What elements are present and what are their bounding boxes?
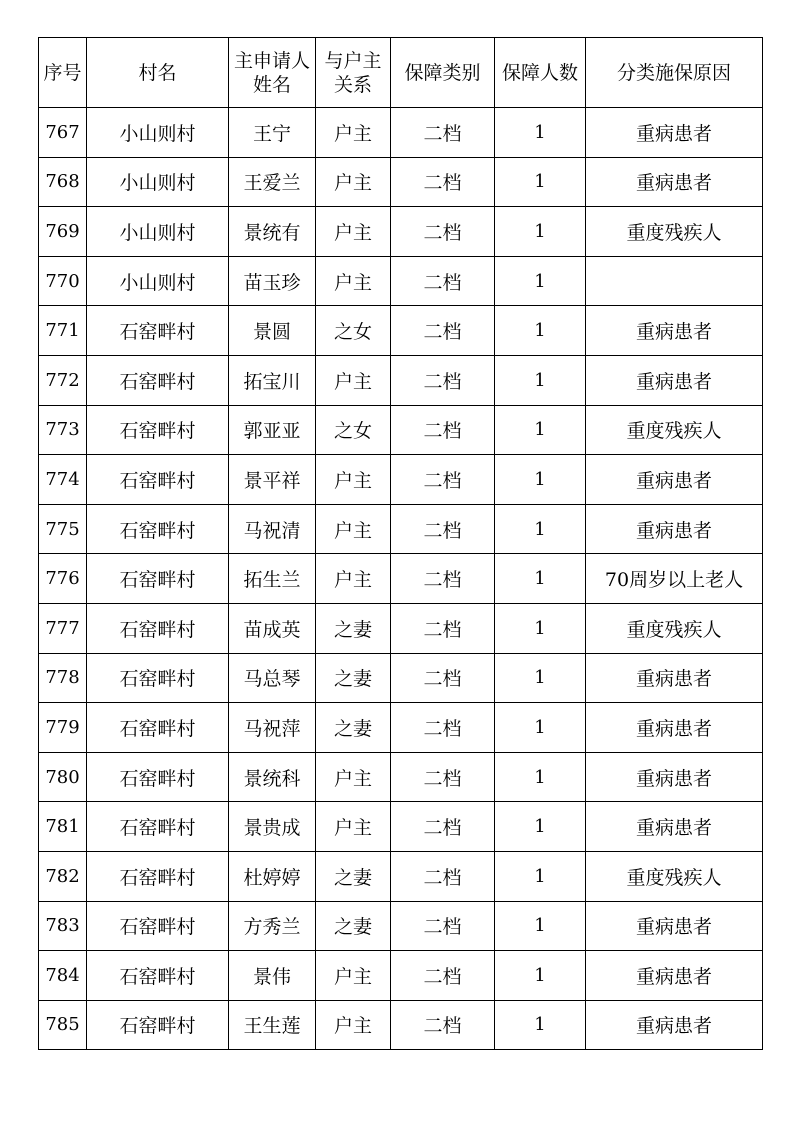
assistance-reason-cell: 重病患者 xyxy=(586,455,763,505)
assistance-count-cell: 1 xyxy=(495,802,586,852)
relation-cell: 之妻 xyxy=(316,653,391,703)
relation-cell: 户主 xyxy=(316,108,391,158)
category-cell: 二档 xyxy=(391,653,495,703)
category-cell: 二档 xyxy=(391,455,495,505)
serial-number-cell: 785 xyxy=(39,1000,87,1050)
assistance-count-cell: 1 xyxy=(495,901,586,951)
table-row xyxy=(39,951,763,1001)
village-name-cell: 小山则村 xyxy=(87,157,229,207)
relation-cell: 户主 xyxy=(316,207,391,257)
table-row xyxy=(39,157,763,207)
assistance-reason-cell: 重病患者 xyxy=(586,355,763,405)
table-row xyxy=(39,108,763,158)
serial-number-cell: 767 xyxy=(39,108,87,158)
assistance-reason-cell: 重病患者 xyxy=(586,504,763,554)
applicant-name-cell: 马祝萍 xyxy=(229,703,316,753)
assistance-count-cell: 1 xyxy=(495,157,586,207)
assistance-reason-cell: 重病患者 xyxy=(586,108,763,158)
serial-number-cell: 780 xyxy=(39,752,87,802)
table-row xyxy=(39,703,763,753)
serial-number-cell: 774 xyxy=(39,455,87,505)
category-cell: 二档 xyxy=(391,901,495,951)
table-row xyxy=(39,802,763,852)
table-body xyxy=(39,108,763,1050)
village-name-cell: 石窑畔村 xyxy=(87,802,229,852)
header-applicant-name: 主申请人姓名 xyxy=(229,38,316,108)
table-row xyxy=(39,603,763,653)
applicant-name-cell: 景圆 xyxy=(229,306,316,356)
assistance-count-cell: 1 xyxy=(495,703,586,753)
table-row xyxy=(39,207,763,257)
serial-number-cell: 783 xyxy=(39,901,87,951)
village-name-cell: 小山则村 xyxy=(87,207,229,257)
applicant-name-cell: 景平祥 xyxy=(229,455,316,505)
assistance-count-cell: 1 xyxy=(495,554,586,604)
serial-number-cell: 771 xyxy=(39,306,87,356)
relation-cell: 之妻 xyxy=(316,603,391,653)
assistance-count-cell: 1 xyxy=(495,504,586,554)
village-name-cell: 石窑畔村 xyxy=(87,405,229,455)
applicant-name-cell: 马总琴 xyxy=(229,653,316,703)
relation-cell: 之女 xyxy=(316,306,391,356)
header-assistance-category: 保障类别 xyxy=(391,38,495,108)
applicant-name-cell: 苗玉珍 xyxy=(229,256,316,306)
serial-number-cell: 784 xyxy=(39,951,87,1001)
category-cell: 二档 xyxy=(391,207,495,257)
category-cell: 二档 xyxy=(391,306,495,356)
assistance-count-cell: 1 xyxy=(495,951,586,1001)
assistance-reason-cell xyxy=(586,256,763,306)
village-name-cell: 石窑畔村 xyxy=(87,901,229,951)
assistance-reason-cell: 重病患者 xyxy=(586,157,763,207)
category-cell: 二档 xyxy=(391,703,495,753)
relation-cell: 之妻 xyxy=(316,851,391,901)
table-row xyxy=(39,405,763,455)
assistance-count-cell: 1 xyxy=(495,851,586,901)
assistance-reason-cell: 重病患者 xyxy=(586,653,763,703)
category-cell: 二档 xyxy=(391,405,495,455)
category-cell: 二档 xyxy=(391,108,495,158)
relation-cell: 户主 xyxy=(316,1000,391,1050)
relation-cell: 户主 xyxy=(316,951,391,1001)
village-name-cell: 石窑畔村 xyxy=(87,951,229,1001)
relation-cell: 之妻 xyxy=(316,703,391,753)
assistance-reason-cell: 70周岁以上老人 xyxy=(586,554,763,604)
serial-number-cell: 773 xyxy=(39,405,87,455)
assistance-count-cell: 1 xyxy=(495,653,586,703)
village-name-cell: 石窑畔村 xyxy=(87,653,229,703)
header-row xyxy=(39,38,763,108)
village-name-cell: 石窑畔村 xyxy=(87,306,229,356)
category-cell: 二档 xyxy=(391,504,495,554)
relation-cell: 户主 xyxy=(316,455,391,505)
serial-number-cell: 772 xyxy=(39,355,87,405)
village-name-cell: 石窑畔村 xyxy=(87,504,229,554)
village-name-cell: 石窑畔村 xyxy=(87,603,229,653)
applicant-name-cell: 拓宝川 xyxy=(229,355,316,405)
table-row xyxy=(39,504,763,554)
village-name-cell: 小山则村 xyxy=(87,108,229,158)
assistance-count-cell: 1 xyxy=(495,306,586,356)
applicant-name-cell: 杜婷婷 xyxy=(229,851,316,901)
table-row xyxy=(39,653,763,703)
village-name-cell: 小山则村 xyxy=(87,256,229,306)
category-cell: 二档 xyxy=(391,802,495,852)
header-relation-to-householder: 与户主关系 xyxy=(316,38,391,108)
assistance-count-cell: 1 xyxy=(495,455,586,505)
assistance-count-cell: 1 xyxy=(495,256,586,306)
table-row xyxy=(39,1000,763,1050)
village-name-cell: 石窑畔村 xyxy=(87,851,229,901)
table-row xyxy=(39,752,763,802)
assistance-reason-cell: 重病患者 xyxy=(586,1000,763,1050)
serial-number-cell: 779 xyxy=(39,703,87,753)
relation-cell: 之妻 xyxy=(316,901,391,951)
relation-cell: 户主 xyxy=(316,752,391,802)
assistance-count-cell: 1 xyxy=(495,355,586,405)
village-name-cell: 石窑畔村 xyxy=(87,1000,229,1050)
assistance-count-cell: 1 xyxy=(495,603,586,653)
category-cell: 二档 xyxy=(391,256,495,306)
serial-number-cell: 770 xyxy=(39,256,87,306)
village-name-cell: 石窑畔村 xyxy=(87,355,229,405)
applicant-name-cell: 苗成英 xyxy=(229,603,316,653)
assistance-reason-cell: 重度残疾人 xyxy=(586,207,763,257)
assistance-count-cell: 1 xyxy=(495,108,586,158)
applicant-name-cell: 景统科 xyxy=(229,752,316,802)
table-row xyxy=(39,851,763,901)
serial-number-cell: 777 xyxy=(39,603,87,653)
assistance-reason-cell: 重病患者 xyxy=(586,752,763,802)
category-cell: 二档 xyxy=(391,1000,495,1050)
applicant-name-cell: 方秀兰 xyxy=(229,901,316,951)
applicant-name-cell: 王爱兰 xyxy=(229,157,316,207)
assistance-roster-table xyxy=(38,37,763,1050)
table-row xyxy=(39,901,763,951)
assistance-reason-cell: 重病患者 xyxy=(586,306,763,356)
relation-cell: 之女 xyxy=(316,405,391,455)
category-cell: 二档 xyxy=(391,752,495,802)
assistance-reason-cell: 重病患者 xyxy=(586,802,763,852)
table-row xyxy=(39,554,763,604)
village-name-cell: 石窑畔村 xyxy=(87,703,229,753)
header-serial-number: 序号 xyxy=(39,38,87,108)
serial-number-cell: 781 xyxy=(39,802,87,852)
serial-number-cell: 778 xyxy=(39,653,87,703)
header-assistance-reason: 分类施保原因 xyxy=(586,38,763,108)
table-header xyxy=(39,38,763,108)
header-assistance-count: 保障人数 xyxy=(495,38,586,108)
village-name-cell: 石窑畔村 xyxy=(87,455,229,505)
category-cell: 二档 xyxy=(391,157,495,207)
table-row xyxy=(39,306,763,356)
applicant-name-cell: 郭亚亚 xyxy=(229,405,316,455)
serial-number-cell: 782 xyxy=(39,851,87,901)
applicant-name-cell: 景伟 xyxy=(229,951,316,1001)
assistance-reason-cell: 重度残疾人 xyxy=(586,603,763,653)
village-name-cell: 石窑畔村 xyxy=(87,752,229,802)
serial-number-cell: 769 xyxy=(39,207,87,257)
serial-number-cell: 775 xyxy=(39,504,87,554)
applicant-name-cell: 景贵成 xyxy=(229,802,316,852)
applicant-name-cell: 拓生兰 xyxy=(229,554,316,604)
category-cell: 二档 xyxy=(391,355,495,405)
applicant-name-cell: 马祝清 xyxy=(229,504,316,554)
category-cell: 二档 xyxy=(391,603,495,653)
assistance-count-cell: 1 xyxy=(495,207,586,257)
serial-number-cell: 768 xyxy=(39,157,87,207)
assistance-count-cell: 1 xyxy=(495,752,586,802)
village-name-cell: 石窑畔村 xyxy=(87,554,229,604)
relation-cell: 户主 xyxy=(316,157,391,207)
applicant-name-cell: 王生莲 xyxy=(229,1000,316,1050)
table-row xyxy=(39,256,763,306)
relation-cell: 户主 xyxy=(316,504,391,554)
category-cell: 二档 xyxy=(391,554,495,604)
assistance-reason-cell: 重度残疾人 xyxy=(586,405,763,455)
relation-cell: 户主 xyxy=(316,256,391,306)
assistance-reason-cell: 重病患者 xyxy=(586,703,763,753)
relation-cell: 户主 xyxy=(316,802,391,852)
applicant-name-cell: 王宁 xyxy=(229,108,316,158)
relation-cell: 户主 xyxy=(316,554,391,604)
relation-cell: 户主 xyxy=(316,355,391,405)
applicant-name-cell: 景统有 xyxy=(229,207,316,257)
table-row xyxy=(39,455,763,505)
table-row xyxy=(39,355,763,405)
category-cell: 二档 xyxy=(391,951,495,1001)
category-cell: 二档 xyxy=(391,851,495,901)
assistance-count-cell: 1 xyxy=(495,1000,586,1050)
header-village-name: 村名 xyxy=(87,38,229,108)
serial-number-cell: 776 xyxy=(39,554,87,604)
assistance-reason-cell: 重度残疾人 xyxy=(586,851,763,901)
assistance-reason-cell: 重病患者 xyxy=(586,901,763,951)
assistance-reason-cell: 重病患者 xyxy=(586,951,763,1001)
assistance-count-cell: 1 xyxy=(495,405,586,455)
